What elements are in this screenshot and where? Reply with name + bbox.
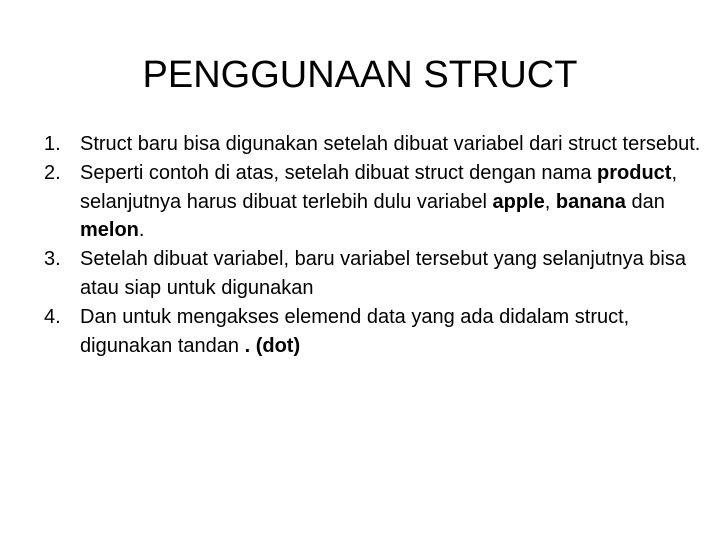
list-item-text: Struct baru bisa digunakan setelah dibuat variabel dari struct tersebut. — [80, 133, 701, 155]
list-item-text: Seperti contoh di atas, setelah dibuat struct dengan nama product, selanjutnya harus dibuat terlebih dulu variabel apple, banana dan melon. — [80, 161, 678, 242]
list-item-text: Dan untuk mengakses elemend data yang ada didalam struct, digunakan tandan . (dot) — [80, 305, 630, 357]
list-item — [44, 130, 704, 159]
keyword-apple: apple — [492, 190, 545, 213]
keyword-dot: . (dot) — [244, 334, 301, 357]
keyword-product: product — [597, 161, 672, 184]
list-item-number: 2. — [44, 161, 61, 184]
list-item — [44, 159, 704, 245]
list-item — [44, 245, 704, 303]
list-item-text: Setelah dibuat variabel, baru variabel tersebut yang selanjutnya bisa atau siap untuk digunakan — [80, 248, 686, 299]
list-item-number: 3. — [44, 248, 61, 271]
list-item-number: 1. — [44, 133, 61, 155]
keyword-melon: melon — [80, 219, 139, 242]
slide-title: PENGGUNAAN STRUCT — [142, 54, 578, 96]
list-item — [44, 303, 704, 361]
numbered-list — [44, 130, 704, 360]
list-item-number: 4. — [44, 305, 61, 328]
keyword-banana: banana — [555, 190, 626, 213]
